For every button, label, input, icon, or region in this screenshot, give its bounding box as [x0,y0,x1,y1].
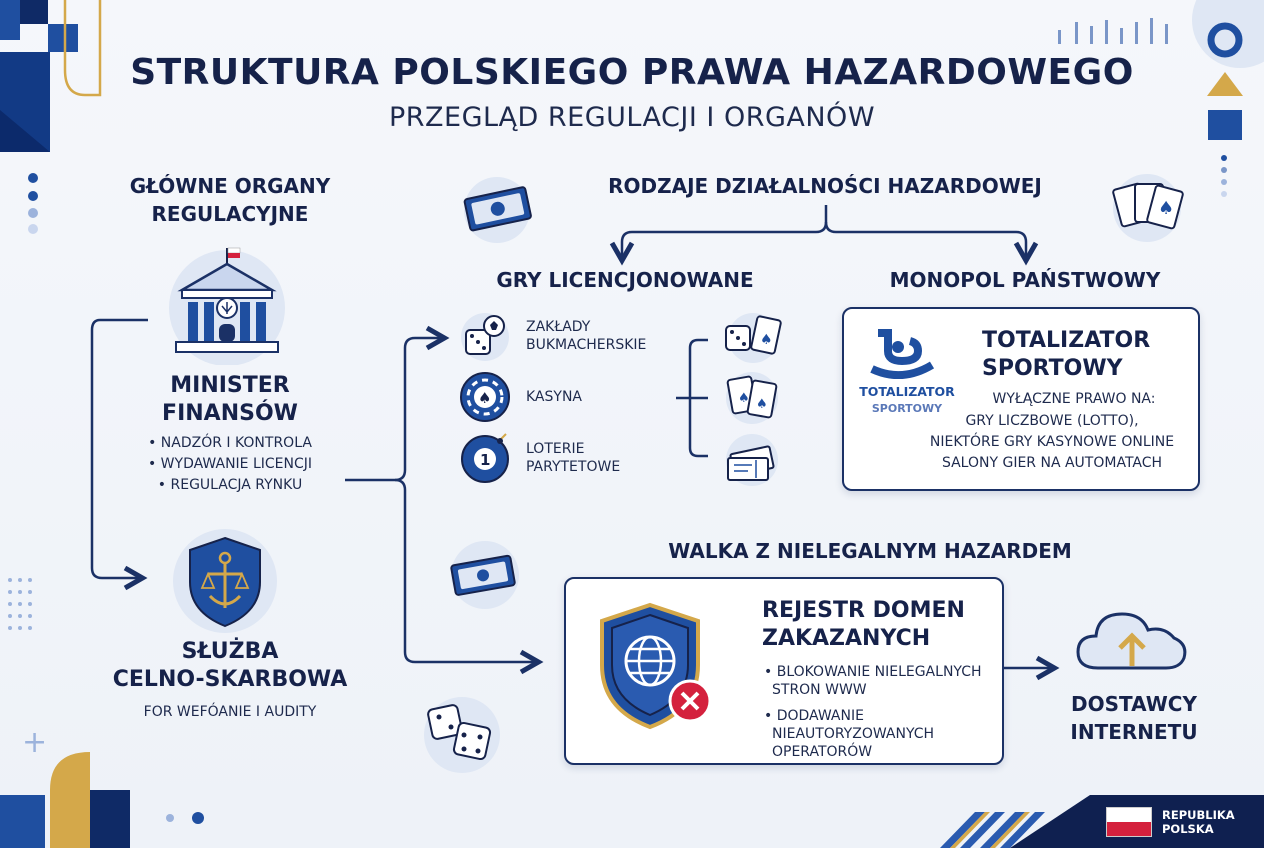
list-item-lotteries: LOTERIE PARYTETOWE [526,441,621,475]
totalizator-logo-icon [868,329,938,383]
regulators-heading: GŁÓWNE ORGANY REGULACYJNE [129,174,331,226]
exclusive-right: NIEKTÓRE GRY KASYNOWE ONLINE [929,434,1175,450]
totalizator-card [842,307,1200,491]
exclusive-rights-heading: WYŁĄCZNE PRAWO NA: [992,391,1156,407]
minister-duty: • REGULACJA RYNKU [157,477,303,493]
register-card [564,577,1004,765]
svg-text:1: 1 [480,451,491,469]
minister-name: MINISTER FINANSÓW [162,373,298,426]
svg-text:♠: ♠ [478,389,492,407]
exclusive-right: SALONY GIER NA AUTOMATACH [941,455,1163,471]
svg-text:♠: ♠ [738,391,750,406]
exclusive-right: GRY LICZBOWE (LOTTO), [965,413,1139,429]
page-title: STRUKTURA POLSKIEGO PRAWA HAZARDOWEGO [130,52,1134,93]
ticket-icon [722,432,782,492]
totalizator-logo-text: TOTALIZATOR SPORTOWY [859,384,955,415]
minister-duty: • WYDAWANIE LICENCJI [147,456,313,472]
dice-ball-icon [460,312,510,366]
internet-providers-label: DOSTAWCY INTERNETU [1070,692,1198,744]
totalizator-title: TOTALIZATOR SPORTOWY [982,328,1151,381]
customs-shield-icon [170,526,280,636]
lottery-ball-icon [460,432,512,488]
activities-heading: RODZAJE DZIAŁALNOŚCI HAZARDOWEJ [608,174,1042,198]
playing-cards-icon [1105,170,1190,249]
list-item-bookmakers: ZAKŁADY BUKMACHERSKIE [526,319,647,353]
list-item-casinos: KASYNA [526,389,582,405]
dice-cards-icon [720,312,786,368]
casino-chip-icon [460,372,510,426]
customs-note: FOR WEFÓANIE I AUDITY [143,704,317,720]
svg-text:+: + [22,725,48,760]
minister-duty: • NADZÓR I KONTROLA [148,435,312,451]
licensed-games-heading: GRY LICENCJONOWANE [496,268,754,292]
page-subtitle: PRZEGLĄD REGULACJI I ORGANÓW [388,102,876,133]
register-bullet: • BLOKOWANIE NIELEGALNYCH STRON WWW [764,664,982,698]
money-icon [455,175,540,249]
register-bullet: • DODAWANIE NIEAUTORYZOWANYCH OPERATORÓW [764,708,935,760]
blocked-shield-icon [590,599,720,743]
dice-icon [422,695,502,779]
poland-flag-icon [1106,807,1152,837]
money-icon [445,540,525,614]
svg-text:♠: ♠ [1158,198,1175,219]
cloud-upload-icon [1072,600,1192,684]
minister-duties-list [110,433,350,496]
customs-name: SŁUŻBA CELNO-SKARBOWA [112,639,348,692]
country-label: REPUBLIKA POLSKA [1162,808,1235,836]
illegal-gambling-heading: WALKA Z NIELEGALNYM HAZARDEM [668,539,1072,563]
svg-text:♠: ♠ [756,397,768,412]
cards-icon [722,370,782,430]
register-title: REJESTR DOMEN ZAKAZANYCH [762,598,965,651]
ministry-building-icon [162,240,292,365]
svg-text:♠: ♠ [760,332,773,348]
exclusive-rights-list [910,411,1194,474]
monopoly-heading: MONOPOL PAŃSTWOWY [889,268,1161,292]
